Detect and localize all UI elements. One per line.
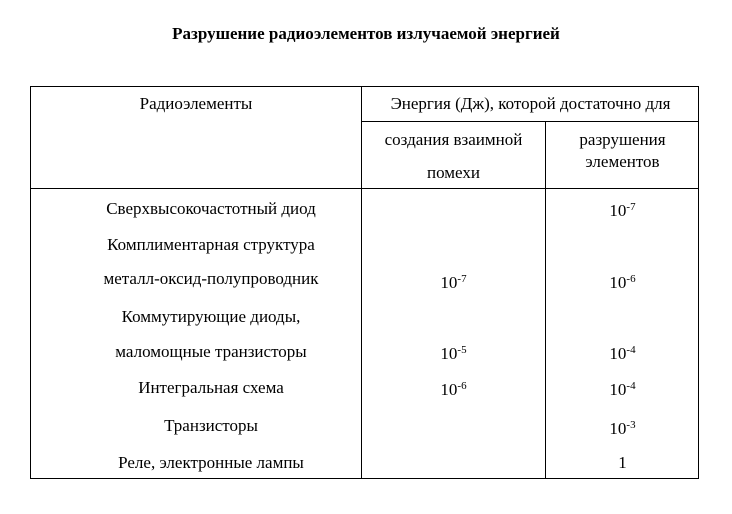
row-name: Интегральная схема bbox=[138, 378, 284, 397]
destruction-value: $10^{-6}$ bbox=[609, 273, 636, 292]
header-radioelements: Радиоэлементы bbox=[139, 94, 253, 113]
destruction-value: $10^{-4}$ bbox=[609, 380, 636, 399]
energy-table bbox=[30, 86, 699, 479]
interference-value: $10^{-5}$ bbox=[440, 344, 467, 363]
destruction-value: $10^{-7}$ bbox=[609, 201, 636, 220]
header-destruction-line1: разрушения bbox=[579, 130, 666, 149]
interference-value: $10^{-6}$ bbox=[440, 380, 467, 399]
header-interference-line2: помехи bbox=[427, 163, 480, 182]
header-destruction-line2: элементов bbox=[585, 152, 660, 171]
row-name: Транзисторы bbox=[164, 416, 258, 435]
row-name-line2: маломощные транзисторы bbox=[115, 342, 307, 361]
destruction-value: $10^{-4}$ bbox=[609, 344, 636, 363]
row-name-line1: Комплиментарная структура bbox=[107, 235, 315, 254]
destruction-value: $10^{-3}$ bbox=[609, 419, 636, 438]
destruction-value: 1 bbox=[618, 453, 627, 472]
row-name: Сверхвысокочастотный диод bbox=[106, 199, 316, 218]
header-bottom-divider bbox=[31, 188, 699, 189]
row-name-line2: металл-оксид-полупроводник bbox=[103, 269, 319, 288]
row-name: Реле, электронные лампы bbox=[118, 453, 304, 472]
header-energy-group: Энергия (Дж), которой достаточно для bbox=[390, 94, 671, 113]
document-title: Разрушение радиоэлементов излучаемой энергией bbox=[172, 24, 560, 43]
interference-value: $10^{-7}$ bbox=[440, 273, 467, 292]
header-group-divider bbox=[361, 121, 699, 122]
header-interference-line1: создания взаимной bbox=[384, 130, 523, 149]
row-name-line1: Коммутирующие диоды, bbox=[121, 307, 301, 326]
